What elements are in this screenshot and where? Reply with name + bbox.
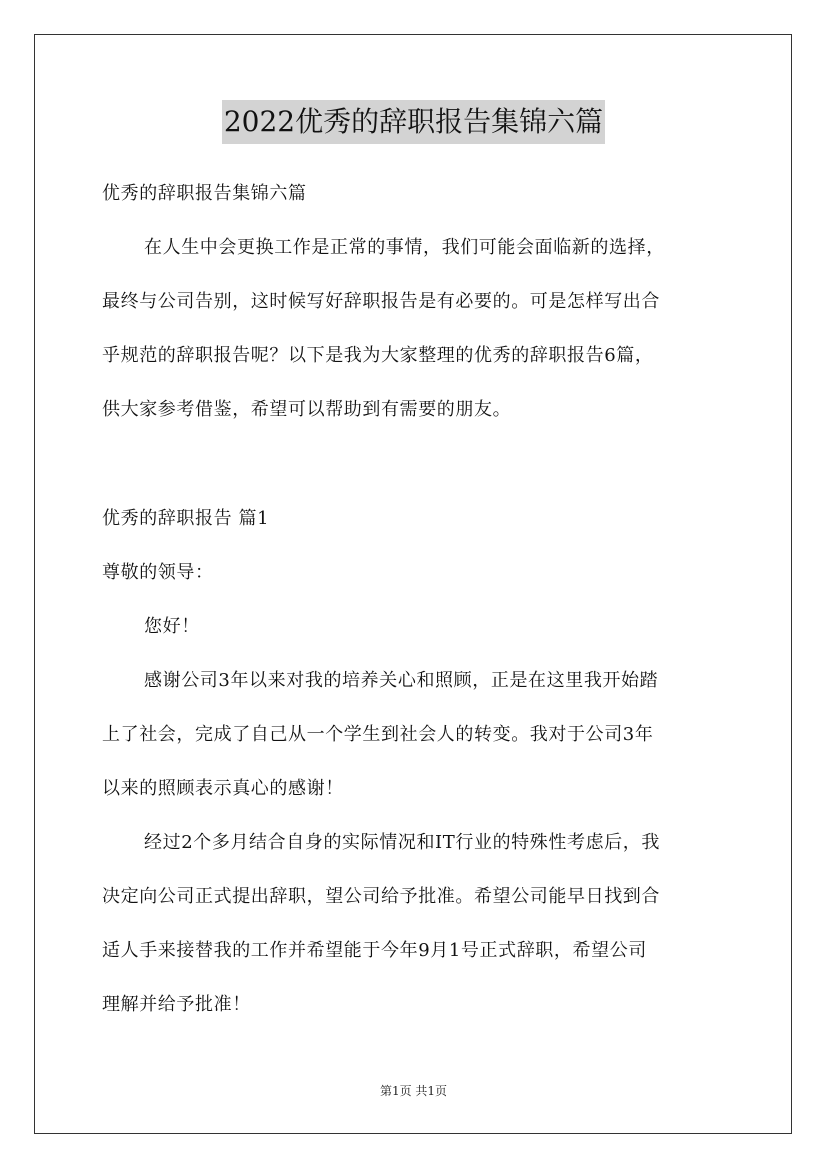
paragraph-line: 经过2个多月结合自身的实际情况和IT行业的特殊性考虑后，我 <box>144 832 660 853</box>
title-container <box>0 100 827 144</box>
paragraph-line: 感谢公司3年以来对我的培养关心和照顾，正是在这里我开始踏 <box>144 670 659 691</box>
paragraph-line: 上了社会，完成了自己从一个学生到社会人的转变。我对于公司3年 <box>102 724 654 745</box>
document-subtitle: 优秀的辞职报告集锦六篇 <box>102 183 307 204</box>
greeting: 您好！ <box>144 616 200 637</box>
paragraph-line: 适人手来接替我的工作并希望能于今年9月1号正式辞职，希望公司 <box>102 940 647 961</box>
paragraph-line: 理解并给予批准！ <box>102 994 251 1015</box>
section-heading: 优秀的辞职报告 篇1 <box>102 508 270 529</box>
paragraph-line: 决定向公司正式提出辞职，望公司给予批准。希望公司能早日找到合 <box>102 886 660 907</box>
intro-line: 供大家参考借鉴，希望可以帮助到有需要的朋友。 <box>102 399 512 420</box>
intro-line: 最终与公司告别，这时候写好辞职报告是有必要的。可是怎样写出合 <box>102 291 660 312</box>
page-number: 第1页 共1页 <box>379 1084 448 1098</box>
document-title: 2022优秀的辞职报告集锦六篇 <box>222 100 605 144</box>
salutation: 尊敬的领导： <box>102 562 214 583</box>
intro-line: 在人生中会更换工作是正常的事情，我们可能会面临新的选择， <box>144 237 665 258</box>
paragraph-line: 以来的照顾表示真心的感谢！ <box>102 778 344 799</box>
intro-line: 乎规范的辞职报告呢？以下是我为大家整理的优秀的辞职报告6篇， <box>102 345 654 366</box>
